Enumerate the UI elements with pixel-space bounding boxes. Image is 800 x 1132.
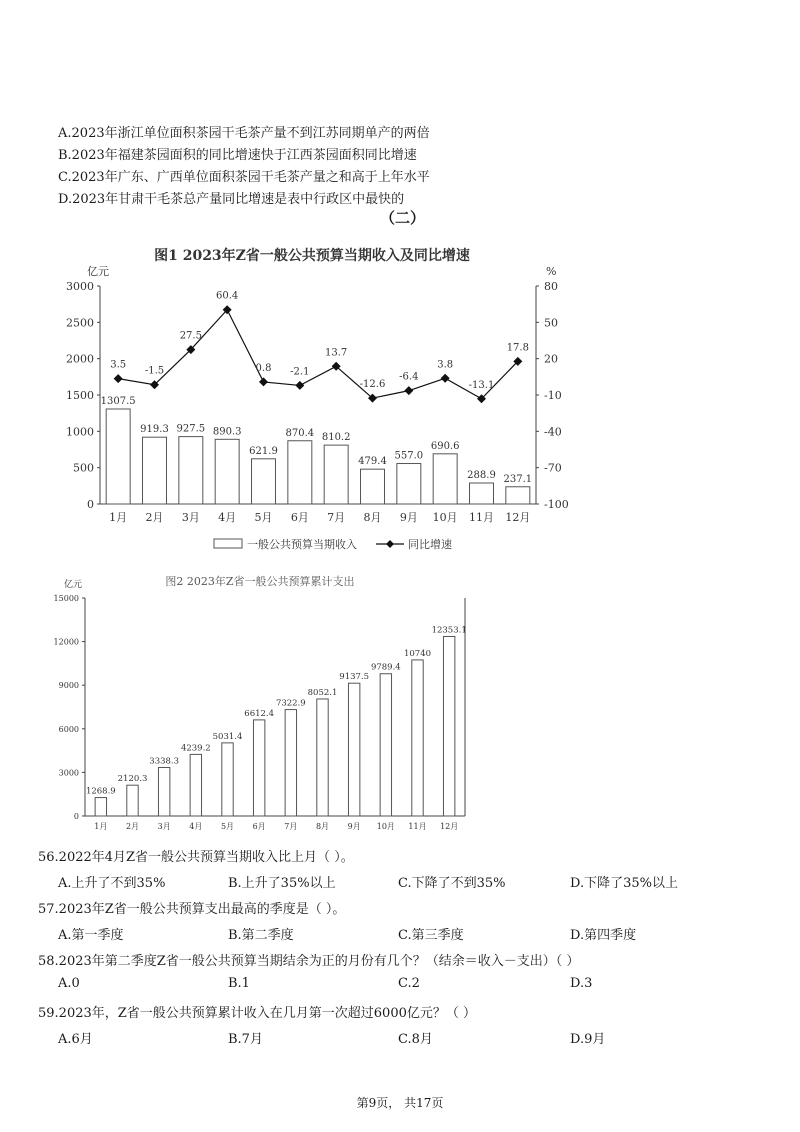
chart-1-bar (106, 409, 130, 504)
chart-1-growth-label: 3.5 (110, 359, 127, 371)
chart-2-bar (317, 699, 328, 816)
chart-1-x-tick-label: 7月 (327, 511, 346, 524)
chart-2-bar-label: 9789.4 (370, 662, 401, 673)
option-56-d[interactable]: D.下降了35%以上 (570, 876, 678, 891)
chart-2-tick-label: 0 (73, 812, 79, 821)
chart-2-bar (412, 660, 423, 816)
chart-2-x-tick-label: 6月 (252, 822, 266, 831)
chart-2-bar-label: 12353.1 (431, 625, 467, 636)
chart-1-x-tick-label: 6月 (290, 511, 309, 524)
option-56-a[interactable]: A.上升了不到35% (58, 876, 166, 891)
chart-1-bar-label: 927.5 (176, 423, 206, 435)
question-57-stem: 57.2023年Z省一般公共预算支出最高的季度是（ ）。 (38, 902, 346, 917)
chart-2-tick-label: 12000 (53, 637, 79, 647)
chart-1-growth-point (114, 374, 123, 383)
chart-1-bar (143, 437, 167, 504)
chart-2-x-tick-label: 7月 (284, 822, 298, 831)
chart-1-bar (288, 441, 312, 504)
chart-2-bar-label: 10740 (403, 648, 432, 659)
chart-1-right-tick-label: 50 (544, 316, 558, 330)
chart-2-bar-label: 5031.4 (212, 731, 243, 742)
chart-2-bar (380, 674, 391, 816)
chart-1-bar (506, 487, 530, 504)
chart-1-right-tick-label: -70 (544, 461, 562, 475)
chart-1-growth-label: 27.5 (179, 330, 202, 342)
option-59-d[interactable]: D.9月 (570, 1032, 606, 1047)
chart-1-bar-label: 557.0 (394, 450, 424, 462)
chart-2-bar-label: 6612.4 (244, 708, 275, 719)
chart-1-right-tick-label: -10 (544, 389, 562, 402)
option-59-c[interactable]: C.8月 (398, 1032, 433, 1047)
chart-1-bar-label: 919.3 (140, 424, 169, 436)
chart-1-x-tick-label: 1月 (109, 511, 128, 524)
chart-1-left-tick-label: 0 (87, 498, 94, 511)
chart-1-bar-label: 288.9 (467, 470, 496, 482)
chart-1-growth-label: 60.4 (216, 290, 239, 302)
chart-1-legend-bar-swatch (214, 539, 242, 548)
chart-1-title: 图1 2023年Z省一般公共预算当期收入及同比增速 (154, 248, 470, 264)
chart-1-bar (252, 459, 276, 504)
chart-1-x-tick-label: 8月 (363, 511, 382, 524)
chart-2-bar (285, 710, 296, 816)
question-58-options (0, 976, 800, 996)
chart-1-bar-label: 479.4 (358, 456, 387, 468)
chart-1-growth-label: -6.4 (399, 371, 419, 383)
chart-1-growth-label: 3.8 (437, 359, 454, 371)
question-59-options (0, 1028, 800, 1048)
section-title: （二） (380, 209, 426, 227)
chart-1-growth-label: -13.1 (468, 379, 495, 391)
chart-1-left-tick-label: 500 (73, 461, 94, 475)
chart-1-bar (470, 483, 494, 504)
chart-2-bar-label: 7322.9 (275, 698, 306, 709)
chart-2-x-tick-label: 8月 (315, 822, 330, 831)
chart-1-bar (433, 454, 457, 504)
chart-2-x-tick-label: 9月 (347, 822, 361, 831)
option-58-c[interactable]: C.2 (398, 976, 420, 991)
chart-1-growth-label: -1.5 (144, 365, 165, 377)
chart-1-x-tick-label: 11月 (469, 511, 494, 524)
chart-2-tick-label: 6000 (58, 724, 79, 734)
chart-2-tick-label: 9000 (58, 681, 79, 691)
chart-2-bar (190, 754, 201, 816)
chart-1-bar (324, 445, 348, 504)
chart-1-x-tick-label: 9月 (399, 511, 418, 524)
chart-1-x-tick-label: 3月 (181, 511, 200, 524)
option-56-c[interactable]: C.下降了不到35% (398, 876, 506, 891)
page-footer: 第9页， 共17页 (356, 1096, 444, 1110)
chart-1-bar-label: 1307.5 (100, 395, 136, 407)
chart-1-bar (215, 439, 239, 504)
chart-2-bar (95, 798, 106, 816)
chart-1-right-unit: % (546, 265, 557, 278)
chart-2-x-tick-label: 12月 (440, 822, 459, 831)
chart-1-bar-label: 810.2 (321, 432, 351, 444)
chart-1-left-tick-label: 3000 (66, 280, 94, 293)
prev-option-c: C.2023年广东、广西单位面积茶园干毛茶产量之和高于上年水平 (58, 170, 430, 185)
option-58-d[interactable]: D.3 (570, 976, 593, 991)
chart-1-bar-label: 237.1 (503, 473, 533, 485)
chart-1-bar-label: 690.6 (430, 440, 460, 452)
chart-2-bar (222, 743, 233, 816)
chart-2-bar (253, 720, 264, 816)
chart-1 (0, 238, 800, 568)
chart-1-legend-bar-label: 一般公共预算当期收入 (247, 538, 357, 551)
chart-1-left-unit: 亿元 (87, 265, 109, 278)
option-56-b[interactable]: B.上升了35%以上 (228, 876, 336, 891)
chart-2-title: 图2 2023年Z省一般公共预算累计支出 (165, 575, 355, 588)
chart-1-growth-label: 13.7 (325, 347, 348, 359)
chart-1-left-tick-label: 1500 (66, 389, 94, 402)
chart-2-bar-label: 9137.5 (339, 672, 370, 683)
chart-1-growth-label: -2.1 (290, 366, 310, 378)
chart-2-bar-label: 3338.3 (149, 756, 180, 767)
chart-1-bar (179, 437, 203, 504)
chart-1-bar (397, 464, 421, 504)
chart-2-x-tick-label: 1月 (94, 822, 108, 831)
chart-1-growth-point (295, 381, 304, 390)
chart-1-x-tick-label: 10月 (432, 511, 458, 524)
chart-2-x-tick-label: 5月 (220, 822, 235, 831)
chart-1-growth-label: 0.8 (255, 362, 272, 374)
chart-2-x-tick-label: 3月 (157, 822, 171, 831)
option-59-b[interactable]: B.7月 (228, 1032, 263, 1047)
chart-2-bar-label: 8052.1 (307, 687, 338, 698)
chart-1-growth-label: -12.6 (359, 379, 386, 391)
prev-option-d: D.2023年甘肃干毛茶总产量同比增速是表中行政区中最快的 (58, 192, 405, 207)
chart-1-growth-line (118, 310, 518, 399)
chart-2-x-tick-label: 11月 (408, 822, 427, 831)
question-57-options (0, 924, 800, 944)
chart-1-bar-label: 621.9 (249, 445, 278, 457)
chart-1-x-tick-label: 5月 (254, 511, 273, 524)
chart-1-x-tick-label: 2月 (145, 511, 164, 524)
chart-2-bar-label: 2120.3 (117, 774, 148, 785)
chart-2-x-tick-label: 4月 (189, 822, 203, 831)
chart-2-x-tick-label: 2月 (125, 822, 140, 831)
chart-1-left-tick-label: 2500 (66, 316, 94, 330)
chart-1-legend-line-marker (386, 540, 394, 548)
question-58-stem: 58.2023年第二季度Z省一般公共预算当期结余为正的月份有几个？（结余＝收入－支出）（ ） (38, 954, 580, 969)
question-56-stem: 56.2022年4月Z省一般公共预算当期收入比上月（ ）。 (38, 850, 354, 865)
option-58-a[interactable]: A.0 (58, 976, 80, 991)
option-58-b[interactable]: B.1 (228, 976, 250, 991)
chart-2-ylabel: 亿元 (64, 580, 83, 590)
question-56-options (0, 872, 800, 892)
chart-1-left-tick-label: 2000 (66, 352, 94, 366)
chart-1-right-tick-label: -100 (544, 498, 569, 511)
option-57-c[interactable]: C.第三季度 (398, 928, 464, 943)
option-59-a[interactable]: A.6月 (58, 1032, 93, 1047)
chart-2-tick-label: 3000 (58, 768, 79, 778)
chart-2-bar (158, 767, 169, 816)
chart-1-left-tick-label: 1000 (66, 425, 94, 439)
chart-2 (0, 570, 800, 840)
chart-2-tick-label: 15000 (53, 594, 79, 603)
chart-2-bar-label: 1268.9 (85, 786, 116, 797)
chart-1-growth-label: 17.8 (506, 342, 529, 354)
prev-option-a: A.2023年浙江单位面积茶园干毛茶产量不到江苏同期单产的两倍 (58, 126, 430, 141)
chart-1-growth-point (259, 377, 268, 386)
chart-1-growth-point (404, 386, 413, 395)
chart-1-right-tick-label: -40 (544, 425, 562, 439)
chart-2-x-tick-label: 10月 (376, 822, 395, 831)
chart-1-growth-point (441, 374, 450, 383)
chart-1-right-tick-label: 80 (544, 280, 558, 293)
chart-1-x-tick-label: 4月 (218, 511, 237, 524)
option-57-d[interactable]: D.第四季度 (570, 928, 637, 943)
chart-1-legend-line-label: 同比增速 (408, 538, 452, 551)
chart-1-bar-label: 870.4 (285, 427, 315, 439)
chart-2-bar (127, 785, 138, 816)
option-57-b[interactable]: B.第二季度 (228, 928, 294, 943)
option-57-a[interactable]: A.第一季度 (58, 928, 124, 943)
question-59-stem: 59.2023年，Z省一般公共预算累计收入在几月第一次超过6000亿元？（ ） (38, 1006, 477, 1021)
chart-1-right-tick-label: 20 (544, 352, 558, 366)
chart-1-bar (361, 469, 385, 504)
prev-option-b: B.2023年福建茶园面积的同比增速快于江西茶园面积同比增速 (58, 148, 417, 163)
chart-1-x-tick-label: 12月 (505, 511, 531, 524)
chart-2-bar (348, 683, 359, 816)
chart-2-bar (443, 636, 454, 816)
chart-1-bar-label: 890.3 (212, 426, 242, 438)
chart-2-bar-label: 4239.2 (180, 743, 211, 754)
